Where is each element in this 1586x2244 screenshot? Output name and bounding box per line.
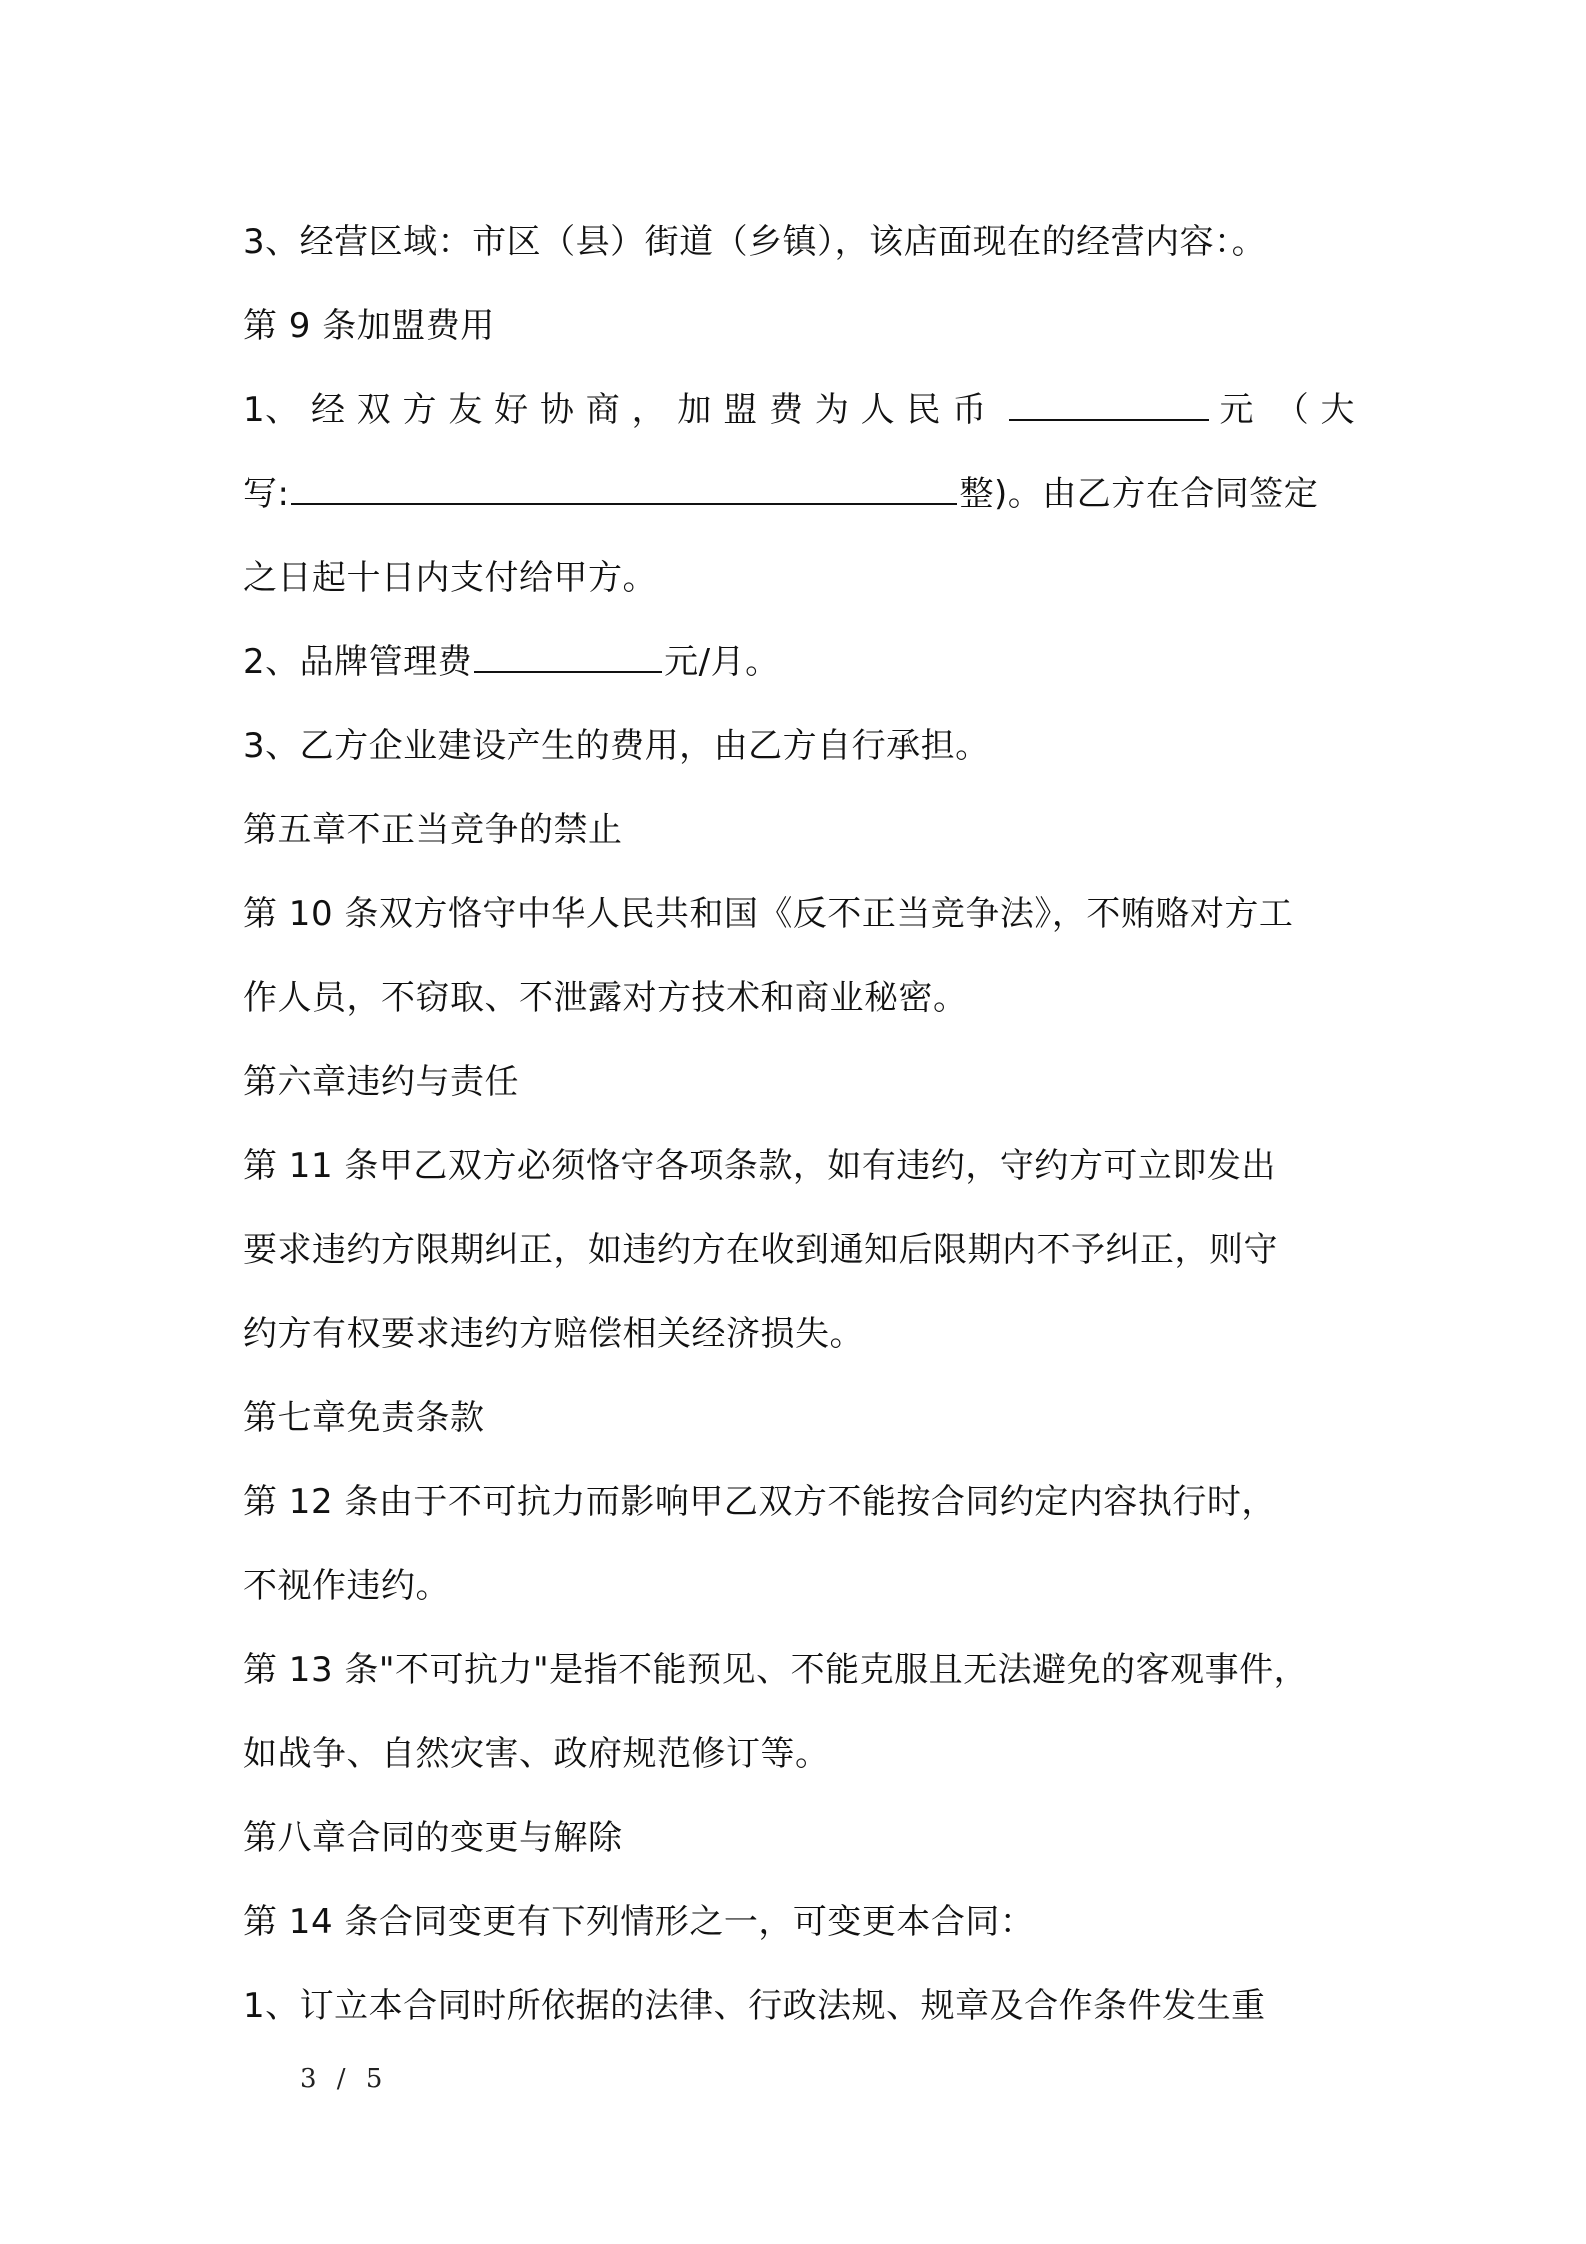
paragraph-line: 如战争、自然灾害、政府规范修订等。 bbox=[243, 1734, 830, 1774]
fee-line bbox=[243, 368, 1355, 452]
mgmt-fee-suffix: 元/月。 bbox=[664, 642, 780, 682]
chapter-heading: 第七章免责条款 bbox=[243, 1398, 485, 1438]
chapter-heading: 第六章违约与责任 bbox=[243, 1062, 519, 1102]
paragraph-line: 要求违约方限期纠正，如违约方在收到通知后限期内不予纠正，则守 bbox=[243, 1230, 1278, 1270]
fee-amount-blank bbox=[1009, 373, 1209, 421]
paragraph-line: 1、订立本合同时所依据的法律、行政法规、规章及合作条件发生重 bbox=[243, 1986, 1266, 2026]
page-number: 3 / 5 bbox=[300, 2064, 389, 2094]
mgmt-fee-blank bbox=[474, 625, 662, 673]
paragraph-line: 第 10 条双方恪守中华人民共和国《反不正当竞争法》，不贿赂对方工 bbox=[243, 894, 1294, 934]
paragraph-line: 作人员，不窃取、不泄露对方技术和商业秘密。 bbox=[243, 978, 968, 1018]
paragraph-line: 之日起十日内支付给甲方。 bbox=[243, 558, 657, 598]
fee-line-2-suffix: 整)。由乙方在合同签定 bbox=[959, 474, 1319, 514]
paragraph-line: 约方有权要求违约方赔偿相关经济损失。 bbox=[243, 1314, 864, 1354]
paragraph-line: 第 12 条由于不可抗力而影响甲乙双方不能按合同约定内容执行时， bbox=[243, 1482, 1276, 1522]
chapter-heading: 第八章合同的变更与解除 bbox=[243, 1818, 623, 1858]
fee-words-blank bbox=[291, 457, 957, 505]
paragraph-line: 第 11 条甲乙双方必须恪守各项条款，如有违约，守约方可立即发出 bbox=[243, 1146, 1276, 1186]
document-body bbox=[243, 200, 1355, 2048]
mgmt-fee-prefix: 2、品牌管理费 bbox=[243, 642, 473, 682]
paragraph-line: 第 14 条合同变更有下列情形之一，可变更本合同： bbox=[243, 1902, 1035, 1942]
paragraph-line: 第 13 条"不可抗力"是指不能预见、不能克服且无法避免的客观事件， bbox=[243, 1650, 1309, 1690]
paragraph-line: 3、经营区域：市区（县）街道（乡镇），该店面现在的经营内容：。 bbox=[243, 222, 1267, 262]
paragraph-line: 不视作违约。 bbox=[243, 1566, 450, 1606]
fee-line-suffix: （ 大 bbox=[1274, 390, 1355, 430]
fee-line-prefix: 1、 经 双 方 友 好 协 商 ， 加 盟 费 为 人 民 币 bbox=[243, 390, 987, 430]
fee-line-2-prefix: 写: bbox=[243, 474, 290, 514]
article-heading: 第 9 条加盟费用 bbox=[243, 306, 495, 346]
fee-amount-group bbox=[1007, 368, 1254, 452]
mgmt-fee-line bbox=[243, 620, 1355, 704]
fee-unit: 元 bbox=[1219, 390, 1254, 430]
chapter-heading: 第五章不正当竞争的禁止 bbox=[243, 810, 623, 850]
fee-line-2 bbox=[243, 452, 1355, 536]
paragraph-line: 3、乙方企业建设产生的费用，由乙方自行承担。 bbox=[243, 726, 990, 766]
